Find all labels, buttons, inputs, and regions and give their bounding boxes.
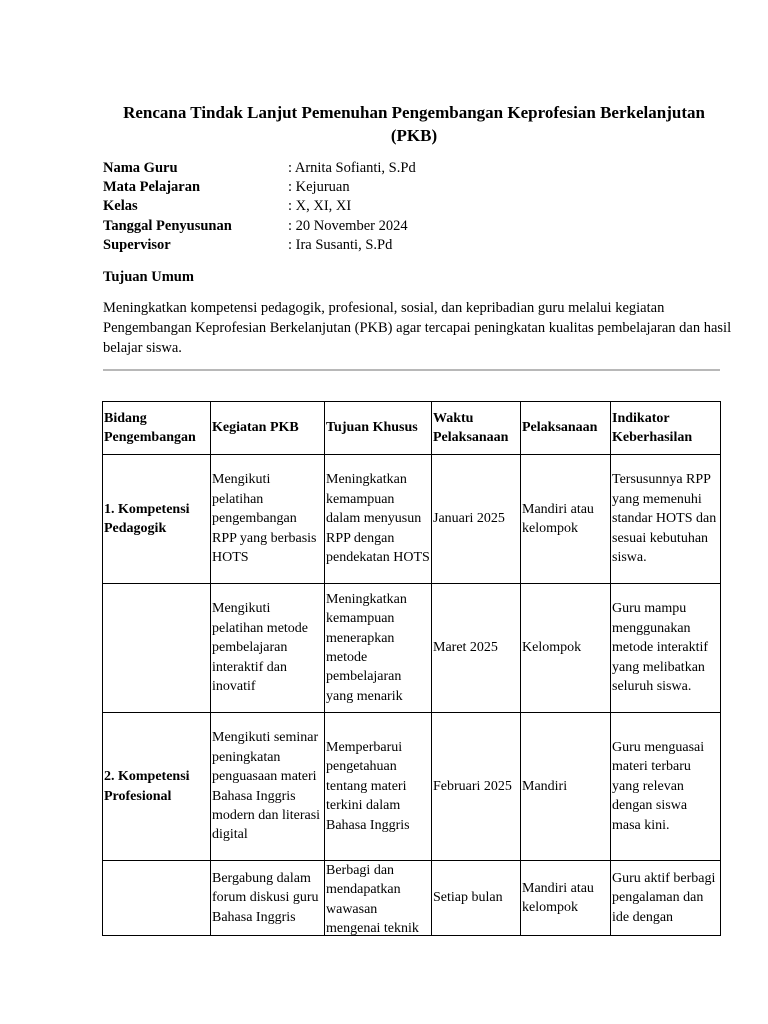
cell-pelaksanaan: Mandiri atau kelompok — [521, 455, 611, 584]
cell-bidang: 1. Kompetensi Pedagogik — [103, 455, 211, 584]
cell-waktu: Maret 2025 — [432, 584, 521, 713]
cell-waktu — [432, 861, 521, 936]
cell-bidang — [103, 861, 211, 936]
meta-label: Supervisor — [103, 236, 171, 253]
cell-indikator: Tersusunnya RPP yang memenuhi standar HOTS dan sesuai kebutuhan siswa. — [611, 455, 721, 584]
cell-waktu: Januari 2025 — [432, 455, 521, 584]
cell-kegiatan: Mengikuti seminar peningkatan penguasaan materi Bahasa Inggris modern dan literasi digital — [211, 713, 325, 861]
cell-tujuan — [325, 861, 432, 936]
meta-row-mata-pelajaran — [103, 178, 416, 197]
cell-tujuan-text: Berbagi dan mendapatkan wawasan mengenai teknik — [326, 863, 419, 935]
cell-kegiatan — [211, 861, 325, 936]
meta-row-tanggal — [103, 217, 416, 236]
cell-tujuan: Meningkatkan kemampuan dalam menyusun RPP dengan pendekatan HOTS — [325, 455, 432, 584]
table-row — [103, 455, 721, 584]
meta-label: Mata Pelajaran — [103, 179, 201, 196]
meta-label: Kelas — [103, 198, 138, 215]
cell-waktu-text: Setiap bulan — [433, 890, 503, 906]
cell-pelaksanaan — [521, 861, 611, 936]
cell-tujuan: Meningkatkan kemampuan menerapkan metode pembelajaran yang menarik — [325, 584, 432, 713]
goal-text: Meningkatkan kompetensi pedagogik, profesional, sosial, dan kepribadian guru melalui kegiatan Pengembangan Keprofesian Berkelanjutan (PKB) agar tercapai peningkatan kualitas pembelajaran dan hasil belajar siswa. — [103, 300, 732, 356]
meta-label: Nama Guru — [103, 160, 178, 176]
cell-pelaksanaan: Mandiri — [521, 713, 611, 861]
cell-indikator-text: Guru aktif berbagi pengalaman dan ide dengan — [612, 870, 716, 925]
meta-value: : Kejuruan — [288, 179, 350, 196]
table-row — [103, 713, 721, 861]
cell-pelaksanaan-text: Mandiri atau kelompok — [522, 880, 594, 915]
header-waktu: Waktu Pelaksanaan — [432, 402, 521, 455]
table-row — [103, 584, 721, 713]
header-bidang: Bidang Pengembangan — [103, 402, 211, 455]
cell-bidang — [103, 584, 211, 713]
meta-value: : 20 November 2024 — [288, 217, 408, 234]
cell-kegiatan-text: Bergabung dalam forum diskusi guru Bahasa Inggris — [212, 870, 319, 925]
meta-row-supervisor — [103, 236, 416, 255]
meta-row-nama-guru — [103, 159, 416, 178]
cell-indikator — [611, 861, 721, 936]
meta-value: : Arnita Sofianti, S.Pd — [288, 160, 416, 176]
cell-kegiatan: Mengikuti pelatihan pengembangan RPP yang berbasis HOTS — [211, 455, 325, 584]
cell-pelaksanaan: Kelompok — [521, 584, 611, 713]
cell-bidang: 2. Kompetensi Profesional — [103, 713, 211, 861]
header-tujuan: Tujuan Khusus — [325, 402, 432, 455]
goal-heading: Tujuan Umum — [103, 269, 194, 285]
cell-waktu: Februari 2025 — [432, 713, 521, 861]
pkb-plan-table — [102, 401, 721, 936]
meta-label: Tanggal Penyusunan — [103, 217, 232, 234]
meta-value: : X, XI, XI — [288, 198, 352, 215]
meta-value: : Ira Susanti, S.Pd — [288, 236, 393, 253]
header-indikator: Indikator Keberhasilan — [611, 402, 721, 455]
header-kegiatan: Kegiatan PKB — [211, 402, 325, 455]
cell-indikator: Guru menguasai materi terbaru yang relevan dengan siswa masa kini. — [611, 713, 721, 861]
cell-tujuan: Memperbarui pengetahuan tentang materi terkini dalam Bahasa Inggris — [325, 713, 432, 861]
document-title: Rencana Tindak Lanjut Pemenuhan Pengembangan Keprofesian Berkelanjutan (PKB) — [123, 103, 705, 145]
table-row — [103, 861, 721, 936]
horizontal-divider — [103, 369, 720, 371]
cell-kegiatan: Mengikuti pelatihan metode pembelajaran interaktif dan inovatif — [211, 584, 325, 713]
header-pelaksanaan: Pelaksanaan — [521, 402, 611, 455]
meta-row-kelas — [103, 197, 416, 216]
table-header-row — [103, 402, 721, 455]
cell-indikator: Guru mampu menggunakan metode interaktif yang melibatkan seluruh siswa. — [611, 584, 721, 713]
teacher-info — [103, 159, 416, 255]
